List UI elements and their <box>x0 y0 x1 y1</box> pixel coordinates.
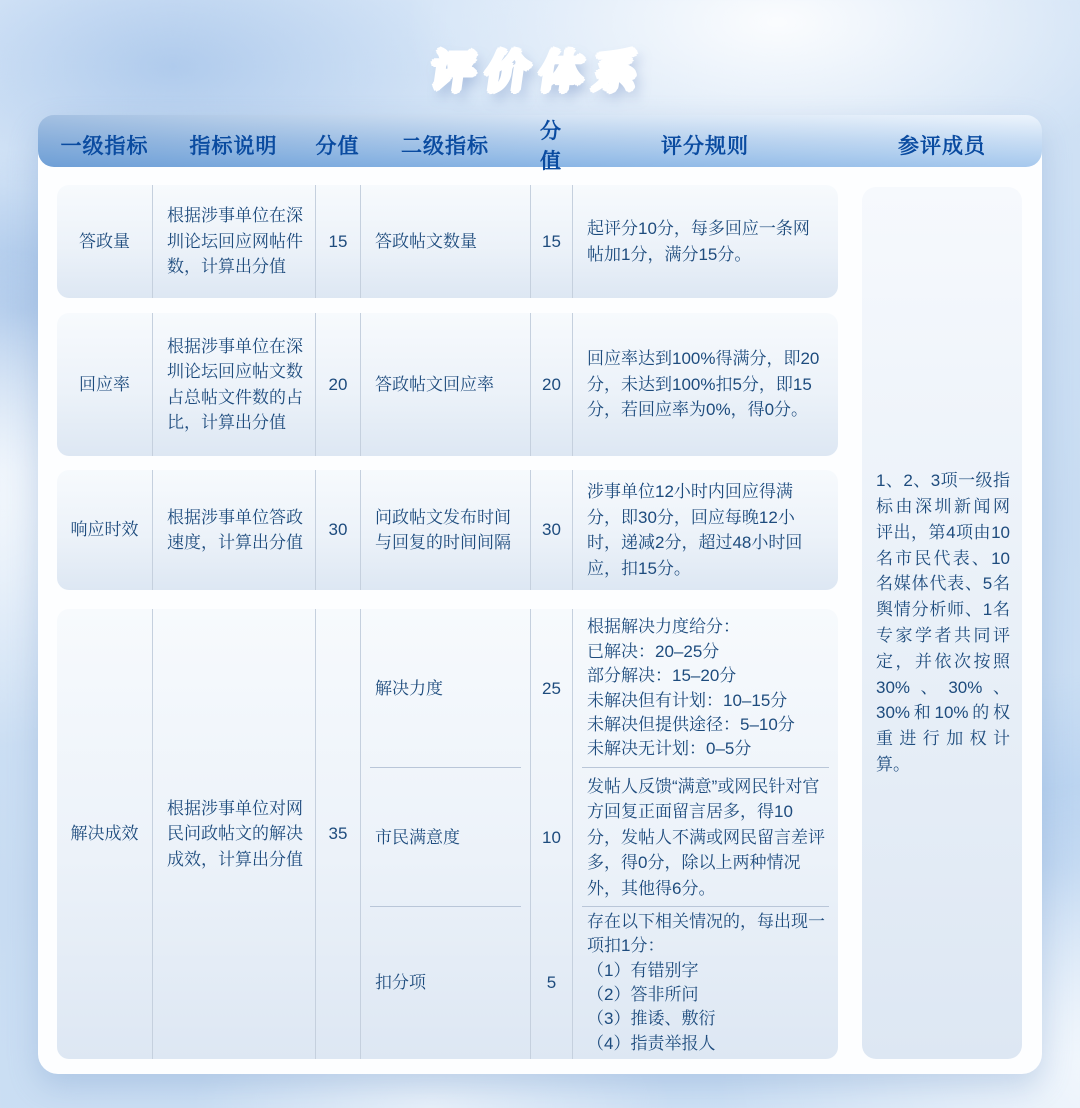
rule-line: 存在以下相关情况的，每出现一项扣1分： <box>587 911 825 956</box>
level2-cell: 解决力度 <box>360 609 530 768</box>
rule-line: （3）推诿、敷衍 <box>587 1009 716 1029</box>
header-level1-indicator: 一级指标 <box>60 135 149 158</box>
rule-multiline <box>587 910 826 1057</box>
evaluation-members-text: 1、2、3项一级指标由深圳新闻网评出，第4项由10名市民代表、10名媒体代表、5名舆情分析师、1名专家学者共同评定，并依次按照30%、30%、30%和10%的权重进行加权计算。 <box>876 471 1010 775</box>
rule-cell: 起评分10分，每多回应一条网帖加1分，满分15分。 <box>572 185 838 298</box>
header-evaluation-members: 参评成员 <box>898 135 986 158</box>
header-indicator-description: 指标说明 <box>189 135 278 158</box>
rule-line: （2）答非所问 <box>587 985 699 1004</box>
header-scoring-rules: 评分规则 <box>661 135 749 158</box>
score2-cell: 25 <box>530 609 572 768</box>
rule-line: 未解决但提供途径：5–10分 <box>587 714 795 734</box>
level2-cell: 答政帖文回应率 <box>360 313 530 456</box>
level1-cell: 回应率 <box>79 374 130 394</box>
rule-line: 部分解决：15–20分 <box>587 666 737 686</box>
table-header-row <box>38 115 1042 173</box>
level2-cell: 问政帖文发布时间与回复的时间间隔 <box>360 470 530 590</box>
rule-line: 未解决无计划：0–5分 <box>587 739 752 759</box>
description-cell: 根据涉事单位对网民问政帖文的解决成效，计算出分值 <box>152 609 315 1059</box>
score2-cell: 5 <box>530 907 572 1059</box>
rule-line: 根据解决力度给分： <box>587 617 740 637</box>
table-row <box>57 185 838 298</box>
rule-line: （1）有错别字 <box>587 960 699 980</box>
table-row-merged <box>57 609 838 1059</box>
rule-line: 未解决但有计划：10–15分 <box>587 690 788 710</box>
table-rows <box>57 185 838 1059</box>
page-title: 评价体系 <box>0 36 1080 100</box>
rule-line: （4）指责举报人 <box>587 1033 716 1053</box>
level1-cell: 响应时效 <box>70 520 139 540</box>
description-cell: 根据涉事单位在深圳论坛回应帖文数占总帖文件数的占比，计算出分值 <box>152 313 315 456</box>
level2-cell: 答政帖文数量 <box>360 185 530 298</box>
rule-cell: 发帖人反馈“满意”或网民针对官方回复正面留言居多，得10分，发帖人不满或网民留言差评多，得0分，除以上两种情况外，其他得6分。 <box>572 768 838 907</box>
evaluation-members-cell <box>862 187 1022 1059</box>
evaluation-table-card <box>38 115 1042 1074</box>
description-cell: 根据涉事单位在深圳论坛回应网帖件数，计算出分值 <box>152 185 315 298</box>
score1-cell: 15 <box>315 185 360 298</box>
table-body <box>57 185 1022 1059</box>
score2-cell: 20 <box>530 313 572 456</box>
rule-multiline <box>587 615 795 762</box>
score1-cell: 20 <box>315 313 360 456</box>
level2-cell: 市民满意度 <box>360 768 530 907</box>
header-score2: 分值 <box>540 120 562 173</box>
score2-cell: 30 <box>530 470 572 590</box>
description-cell: 根据涉事单位答政速度，计算出分值 <box>152 470 315 590</box>
rule-cell: 回应率达到100%得满分，即20分，未达到100%扣5分，即15分，若回应率为0%，得0分。 <box>572 313 838 456</box>
score2-cell: 15 <box>530 185 572 298</box>
level2-cell: 扣分项 <box>360 907 530 1059</box>
header-level2-indicator: 二级指标 <box>401 135 489 158</box>
rule-cell: 涉事单位12小时内回应得满分，即30分，回应每晚12小时，递减2分，超过48小时回应，扣15分。 <box>572 470 838 590</box>
header-score1: 分值 <box>315 135 360 158</box>
score1-cell: 30 <box>315 470 360 590</box>
score2-cell: 10 <box>530 768 572 907</box>
score1-cell: 35 <box>315 609 360 1059</box>
table-row <box>57 470 838 590</box>
table-row <box>57 313 838 456</box>
level1-cell: 答政量 <box>79 231 130 251</box>
rule-line: 已解决：20–25分 <box>587 641 720 661</box>
rule-cell <box>572 907 838 1059</box>
rule-cell <box>572 609 838 768</box>
level1-cell: 解决成效 <box>70 824 139 844</box>
